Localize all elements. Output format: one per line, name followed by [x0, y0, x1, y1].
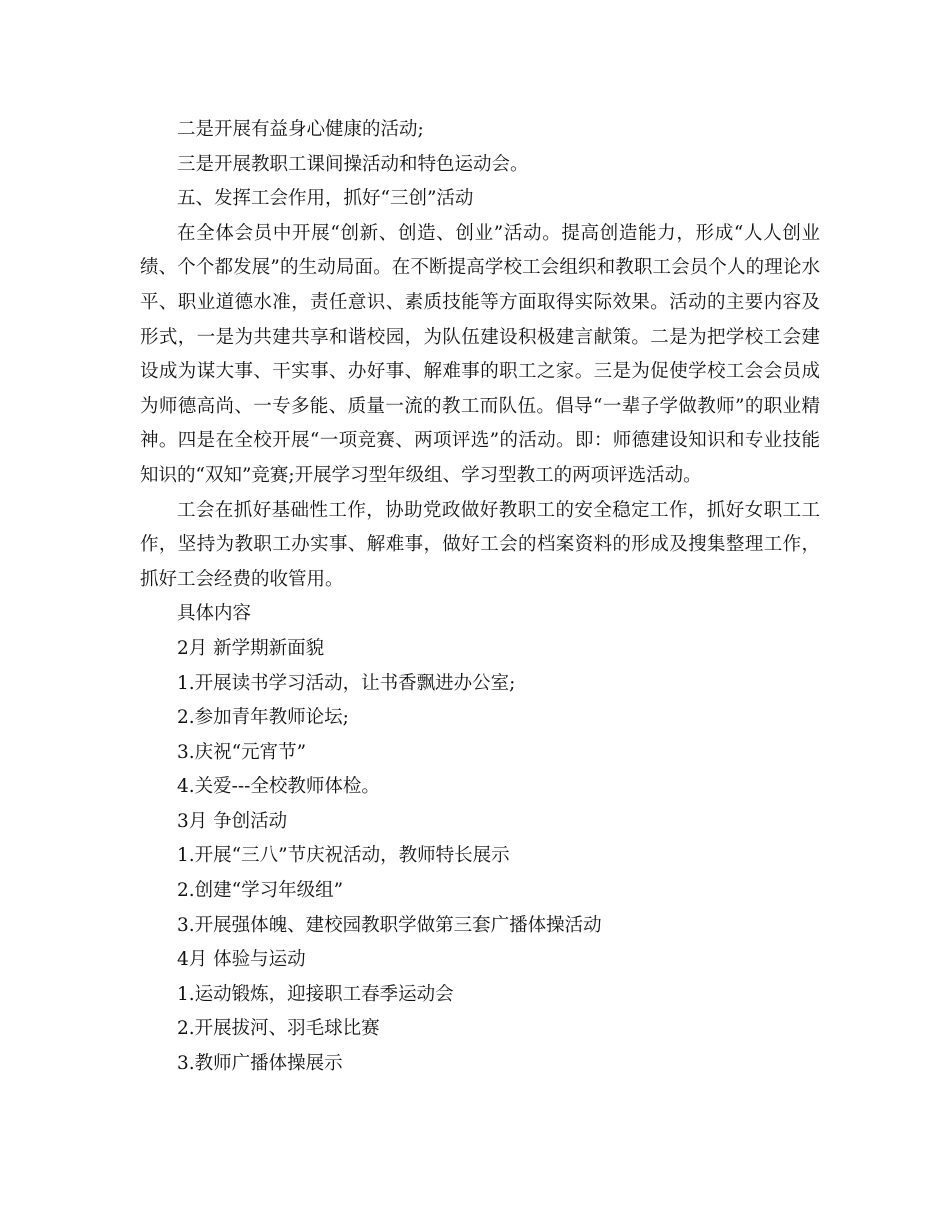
paragraph-health-activities: 二是开展有益身心健康的活动; [177, 119, 424, 140]
list-item: 1.开展读书学习活动，让书香飘进办公室; [177, 672, 516, 694]
list-item: 3.教师广播体操展示 [177, 1053, 343, 1075]
list-item: 2.创建“学习年级组” [177, 880, 344, 902]
heading-specific-content: 具体内容 [177, 603, 252, 625]
document-page [140, 113, 820, 1082]
paragraph-exercise-activities: 三是开展教职工课间操活动和特色运动会。 [177, 153, 529, 175]
section-heading-three-innovations: 五、发挥工会作用，抓好“三创”活动 [177, 188, 474, 210]
list-item: 4.关爱---全校教师体检。 [177, 776, 380, 798]
list-item: 2.开展拔河、羽毛球比赛 [177, 1018, 380, 1040]
paragraph-three-innovations-body: 在全体会员中开展“创新、创造、创业”活动。提高创造能力，形成“人人创业绩、个个都发展”的生动局面。在不断提高学校工会组织和教职工会员个人的理论水平、职业道德水准，责任意识、素质技能等方面取得实际效果。活动的主要内容及形式，一是为共建共享和谐校园，为队伍建设积极建言献策。二是为把学校工会建设成为谋大事、干实事、办好事、解难事的职工之家。三是为促使学校工会会员成为师德高尚、一专多能、质量一流的教工而队伍。倡导“一辈子学做教师”的职业精神。四是在全校开展“一项竞赛、两项评选”的活动。即：师德建设知识和专业技能知识的“双知”竞赛;开展学习型年级组、学习型教工的两项评选活动。 [140, 222, 820, 486]
month-heading-march: 3月 争创活动 [177, 810, 288, 832]
list-item: 1.开展“三八”节庆祝活动，教师特长展示 [177, 845, 510, 867]
list-item: 1.运动锻炼，迎接职工春季运动会 [177, 983, 454, 1005]
month-heading-april: 4月 体验与运动 [177, 949, 306, 971]
list-item: 3.开展强体魄、建校园教职学做第三套广播体操活动 [177, 914, 602, 936]
paragraph-union-work: 工会在抓好基础性工作，协助党政做好教职工的安全稳定工作，抓好女职工工作，坚持为教职工办实事、解难事，做好工会的档案资料的形成及搜集整理工作，抓好工会经费的收管用。 [140, 499, 820, 590]
list-item: 2.参加青年教师论坛; [177, 707, 349, 729]
month-heading-february: 2月 新学期新面貌 [177, 637, 325, 659]
list-item: 3.庆祝“元宵节” [177, 741, 307, 763]
